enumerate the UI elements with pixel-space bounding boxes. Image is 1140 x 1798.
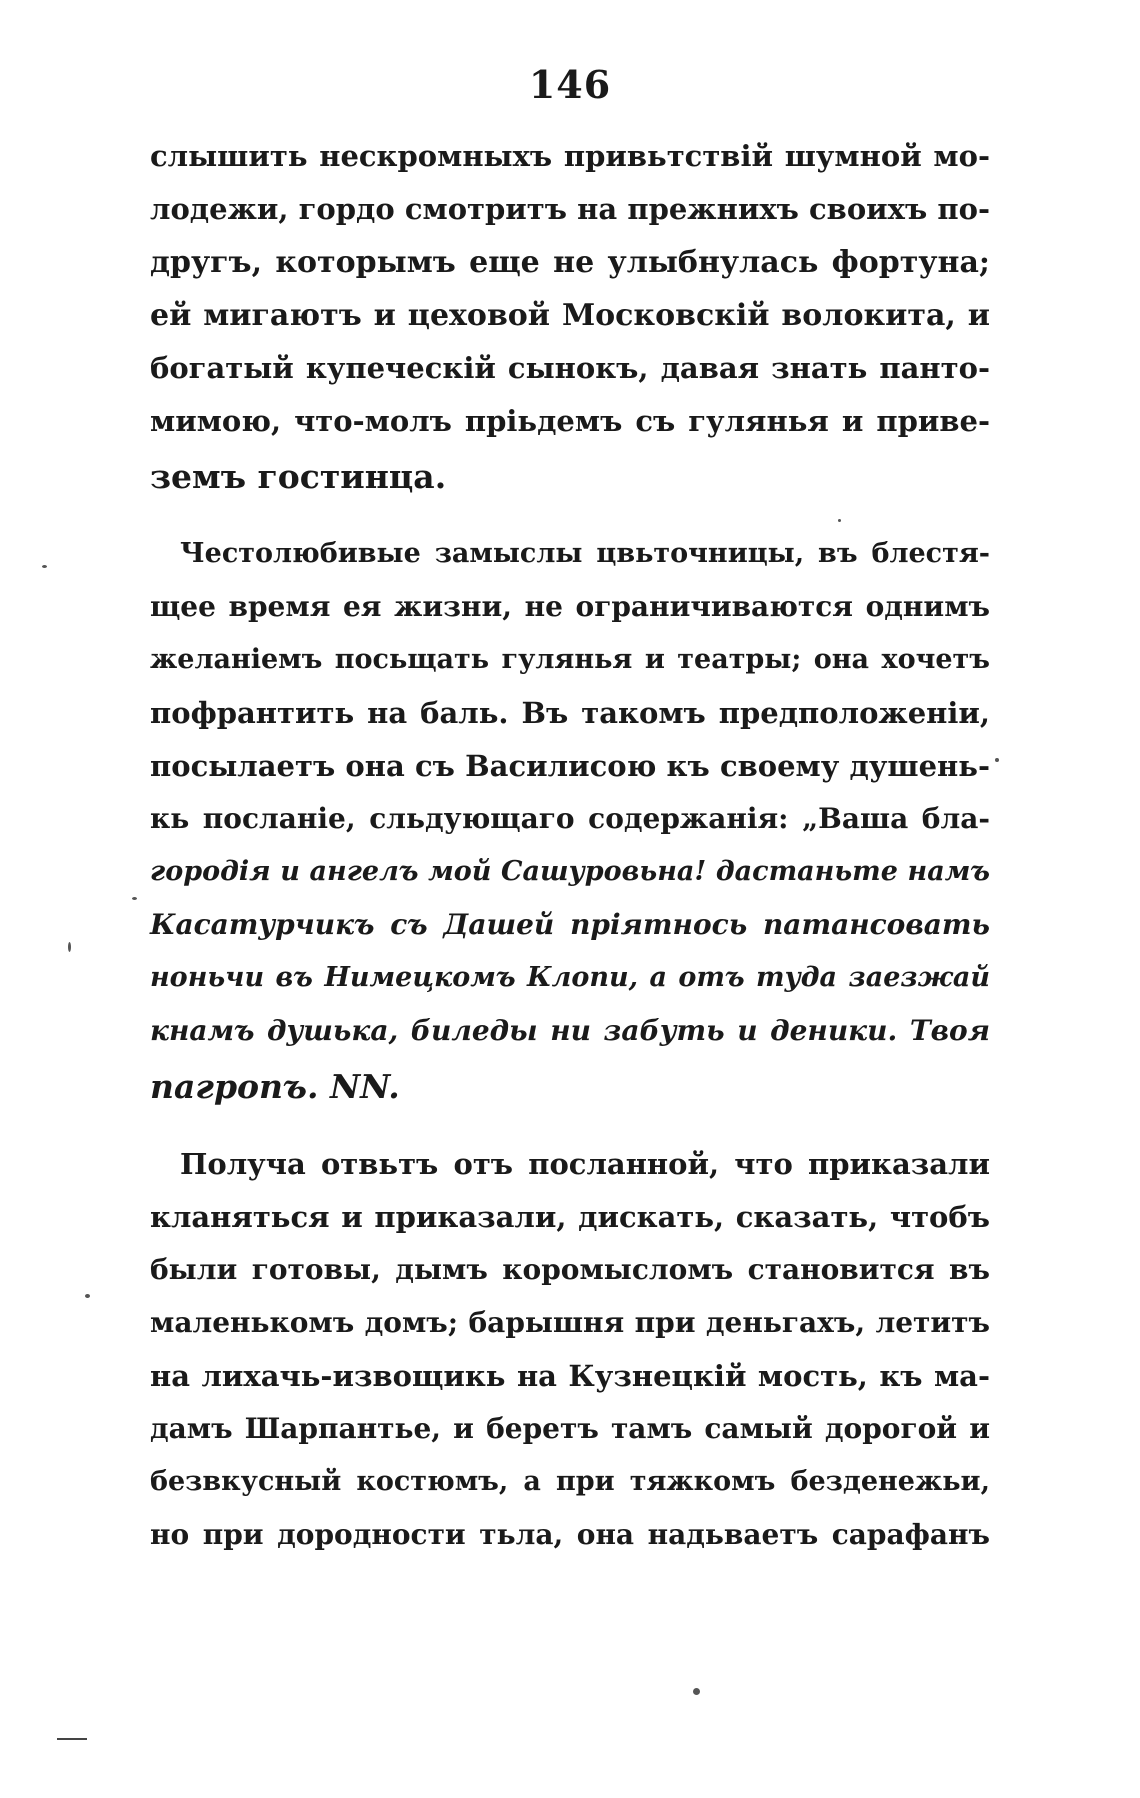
text-line: на лихачь-извощикь на Кузнецкій мость, къ ма-	[150, 1359, 990, 1393]
text-line: земъ гостинца.	[150, 457, 447, 496]
scan-speck	[42, 565, 47, 568]
scan-speck	[995, 758, 999, 762]
text-line: кланяться и приказали, дискать, сказать, чтобъ	[150, 1200, 990, 1234]
scan-speck	[85, 1294, 90, 1298]
quoted-letter-line: городія и ангелъ мой Сашуровьна! дастаньте намъ	[150, 856, 990, 887]
text-line: Получа отвьтъ отъ посланной, что приказали	[180, 1147, 990, 1181]
scan-speck	[693, 1688, 700, 1695]
scan-speck	[838, 519, 841, 522]
scan-speck	[68, 942, 71, 952]
page-number: 146	[528, 62, 612, 107]
quoted-letter-line: Касатурчикъ съ Дашей пріятнось патансовать	[150, 908, 990, 941]
text-line: щее время ея жизни, не ограничиваются однимъ	[150, 590, 990, 623]
text-line: посылаетъ она съ Василисою къ своему душень-	[150, 749, 990, 783]
text-line: безвкусный костюмъ, а при тяжкомъ безденежьи,	[150, 1466, 990, 1497]
text-line: ей мигаютъ и цеховой Московскій волокита, и	[150, 298, 990, 333]
text-line: желаніемъ посьщать гулянья и театры; она хочетъ	[150, 644, 990, 675]
text-line: богатый купеческій сынокъ, давая знать панто-	[150, 351, 990, 385]
text-line: мимою, что-молъ пріьдемъ съ гулянья и приве-	[150, 404, 990, 438]
text-line: были готовы, дымъ коромысломъ становится въ	[150, 1253, 990, 1286]
quoted-letter-line: ноньчи въ Нимецкомъ Клопи, а отъ туда заезжай	[150, 962, 990, 993]
text-line: лодежи, гордо смотритъ на прежнихъ своихъ по-	[150, 192, 990, 226]
text-line: Честолюбивые замыслы цвьточницы, въ блестя-	[180, 538, 990, 569]
scan-speck	[132, 897, 137, 900]
scan-mark	[57, 1738, 87, 1740]
text-line: другъ, которымъ еще не улыбнулась фортуна;	[150, 245, 990, 280]
quoted-letter-line: кнамъ душька, биледы ни забуть и деники. Твоя	[150, 1014, 990, 1047]
quoted-letter-line: пагропъ. NN.	[150, 1067, 400, 1106]
text-line: дамъ Шарпантье, и беретъ тамъ самый дорогой и	[150, 1412, 990, 1445]
text-line: слышить нескромныхъ привьтствій шумной мо-	[150, 139, 990, 173]
text-line: пофрантить на баль. Въ такомъ предположеніи,	[150, 696, 990, 730]
text-line: но при дородности тьла, она надьваетъ сарафанъ	[150, 1518, 990, 1551]
text-line: маленькомъ домъ; барышня при деньгахъ, летитъ	[150, 1306, 990, 1339]
text-line: кь посланіе, сльдующаго содержанія: „Ваша бла-	[150, 802, 990, 835]
